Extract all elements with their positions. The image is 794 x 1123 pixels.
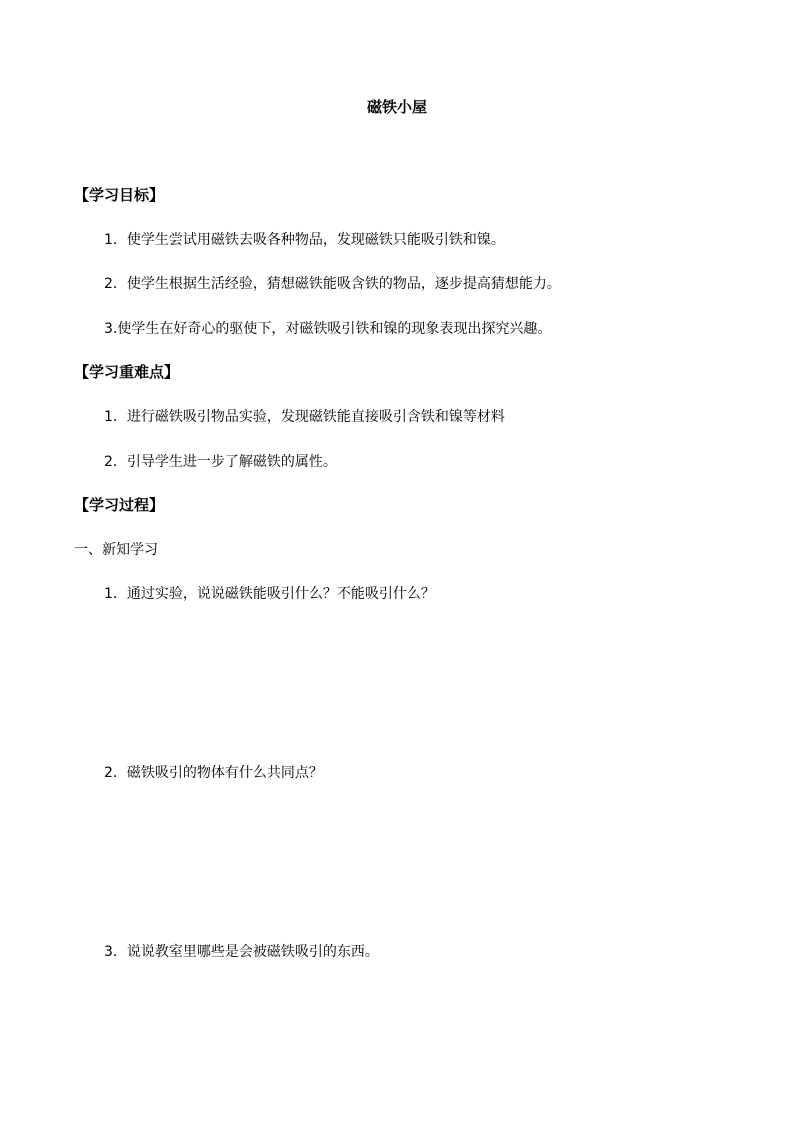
key-point-item-1: 1．进行磁铁吸引物品实验，发现磁铁能直接吸引含铁和镍等材料 (104, 409, 505, 425)
objective-item-3: 3.使学生在好奇心的驱使下，对磁铁吸引铁和镍的现象表现出探究兴趣。 (104, 321, 552, 337)
question-1: 1．通过实验，说说磁铁能吸引什么？不能吸引什么？ (104, 586, 435, 602)
objective-item-1: 1．使学生尝试用磁铁去吸各种物品，发现磁铁只能吸引铁和镍。 (104, 232, 505, 248)
key-points-heading: 【学习重难点】 (74, 363, 180, 381)
question-3: 3．说说教室里哪些是会被磁铁吸引的东西。 (104, 944, 379, 960)
objective-item-2: 2．使学生根据生活经验，猜想磁铁能吸含铁的物品，逐步提高猜想能力。 (104, 276, 561, 292)
process-heading: 【学习过程】 (74, 496, 165, 514)
objectives-heading: 【学习目标】 (74, 186, 165, 204)
key-point-item-2: 2．引导学生进一步了解磁铁的属性。 (104, 454, 337, 470)
page-title: 磁铁小屋 (366, 98, 427, 116)
question-2: 2．磁铁吸引的物体有什么共同点？ (104, 765, 323, 781)
process-subheading: 一、新知学习 (74, 542, 158, 558)
